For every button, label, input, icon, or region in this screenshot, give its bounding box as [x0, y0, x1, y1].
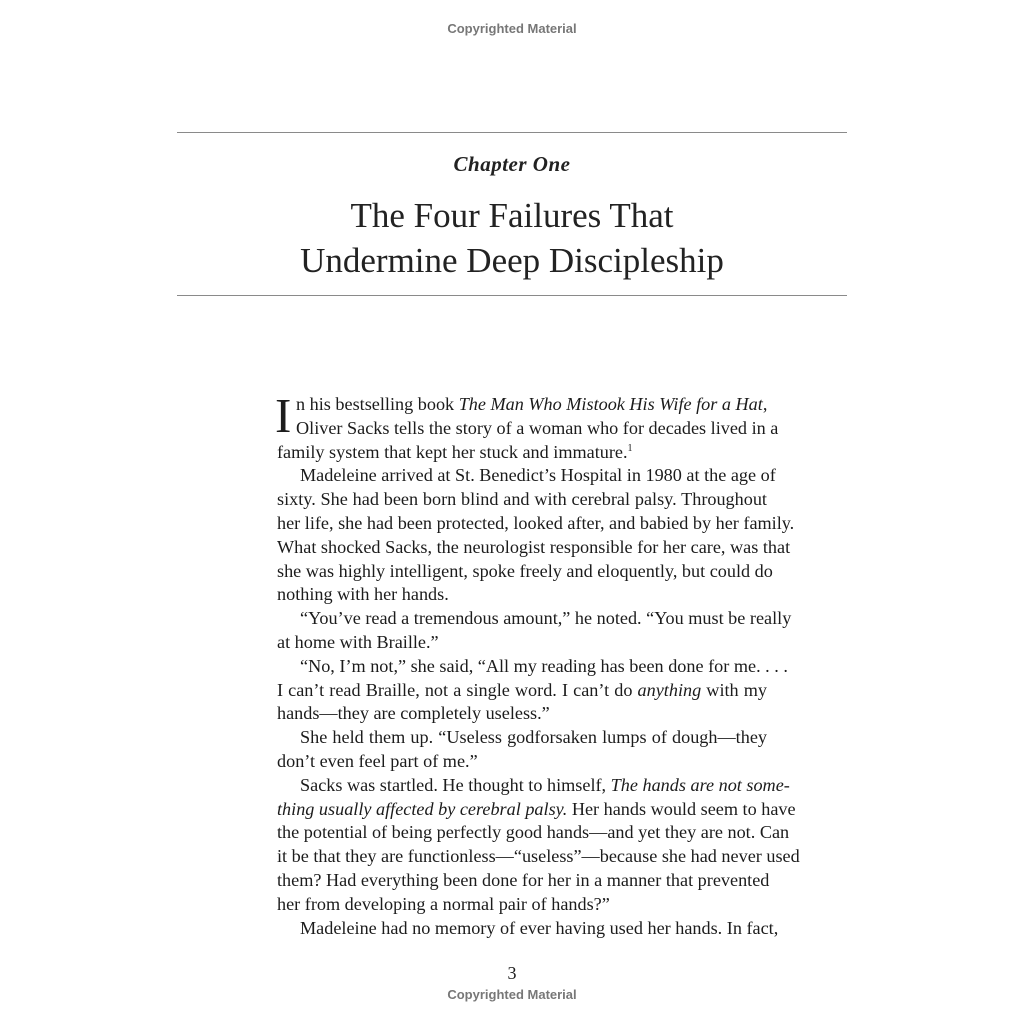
text-line: [277, 393, 767, 417]
text-run: family system that kept her stuck and immature.: [277, 441, 628, 462]
emphasis: anything: [637, 679, 702, 700]
emphasis: thing usually affected by cerebral palsy.: [277, 798, 568, 819]
body-text: [275, 388, 800, 940]
text-line: She held them up. “Useless godforsaken lumps of dough—they: [300, 727, 767, 748]
text-line: hands—they are completely useless.”: [277, 703, 550, 724]
text-line: “No, I’m not,” she said, “All my reading has been done for me. . . .: [300, 655, 788, 676]
text-run: I can’t read Braille, not a single word. I can’t do: [277, 679, 638, 700]
copyright-watermark-top: Copyrighted Material: [447, 21, 577, 36]
text-line: it be that they are functionless—“useless”—because she had never used: [277, 846, 800, 867]
text-line: she was highly intelligent, spoke freely and eloquently, but could do: [277, 560, 773, 581]
text-run: n his bestselling book: [296, 394, 459, 414]
text-line: at home with Braille.”: [277, 631, 439, 652]
footnote-marker: 1: [627, 442, 633, 454]
text-line: [277, 798, 796, 822]
text-run: Her hands would seem to have: [567, 798, 796, 819]
text-line: her life, she had been protected, looked after, and babied by her family.: [277, 512, 795, 533]
chapter-title-line-2: Undermine Deep Discipleship: [300, 241, 724, 280]
text-line: her from developing a normal pair of hands?”: [277, 893, 610, 914]
text-line: the potential of being perfectly good hands—and yet they are not. Can: [277, 822, 790, 843]
text-line: Madeleine arrived at St. Benedict’s Hospital in 1980 at the age of: [300, 465, 776, 486]
copyright-watermark-bottom: Copyrighted Material: [447, 987, 577, 1002]
bottom-rule: [177, 295, 847, 296]
text-run: ,: [762, 394, 768, 414]
chapter-title-line-1: The Four Failures That: [350, 196, 674, 235]
chapter-title: [0, 193, 1024, 283]
text-line: nothing with her hands.: [277, 584, 449, 605]
emphasis: The hands are not some-: [610, 774, 790, 795]
text-run: with my: [701, 679, 767, 700]
text-line: What shocked Sacks, the neurologist responsible for her care, was that: [277, 536, 791, 557]
text-line: “You’ve read a tremendous amount,” he noted. “You must be really: [300, 608, 792, 629]
text-line: Madeleine had no memory of ever having used her hands. In fact,: [300, 917, 779, 938]
text-line: [277, 679, 767, 703]
top-rule: [177, 132, 847, 133]
text-line: them? Had everything been done for her in a manner that prevented: [277, 869, 770, 890]
book-title: The Man Who Mistook His Wife for a Hat: [458, 394, 763, 414]
text-run: Sacks was startled. He thought to himself,: [300, 774, 611, 795]
page-number: 3: [507, 963, 517, 983]
text-line: [277, 774, 790, 798]
text-line: don’t even feel part of me.”: [277, 750, 478, 771]
text-line: sixty. She had been born blind and with cerebral palsy. Throughout: [277, 489, 767, 510]
chapter-label: Chapter One: [453, 152, 571, 176]
text-line: Oliver Sacks tells the story of a woman who for decades lived in a: [296, 417, 779, 438]
text-line: [277, 441, 767, 465]
drop-cap: I: [275, 388, 292, 443]
